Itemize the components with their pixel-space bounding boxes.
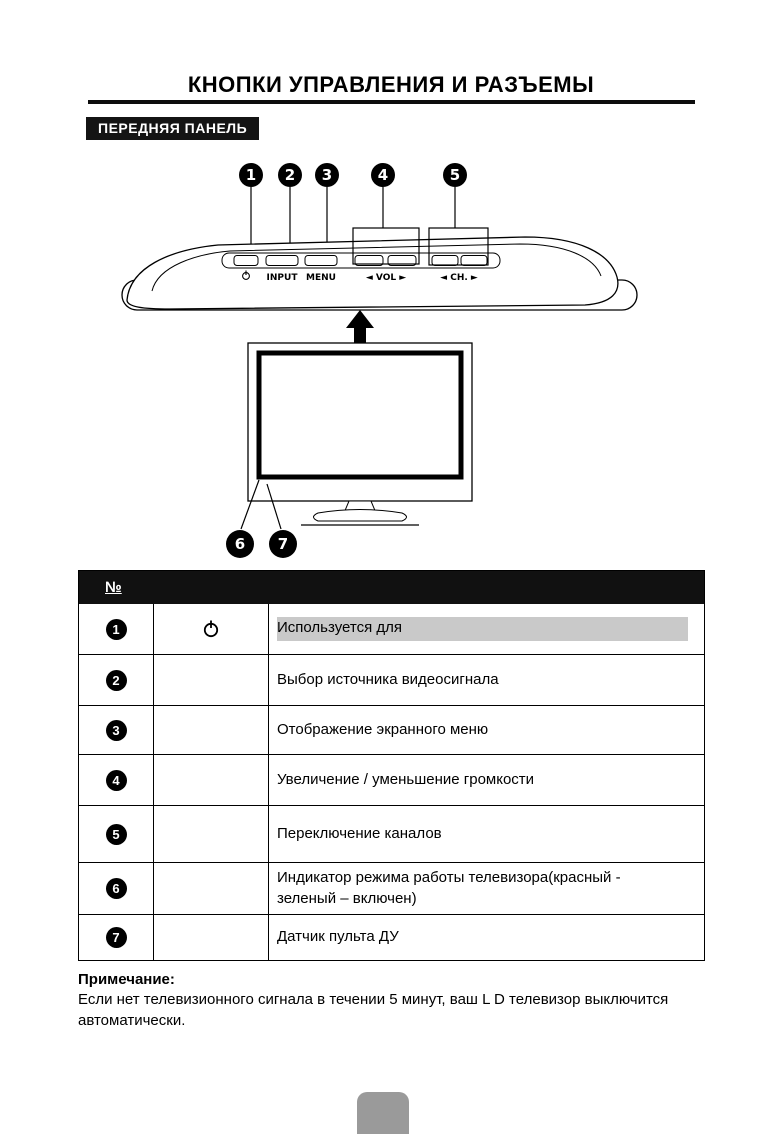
tv-front-illustration (248, 343, 472, 525)
title-underline (88, 100, 695, 104)
note-title: Примечание: (78, 971, 175, 988)
callout-5 (443, 163, 467, 187)
arrow-up-icon (346, 310, 374, 343)
table-row (79, 604, 704, 654)
row-description: Датчик пульта ДУ (277, 928, 399, 946)
page-title: КНОПКИ УПРАВЛЕНИЯ И РАЗЪЕМЫ (187, 72, 595, 97)
tv-screen (259, 353, 461, 477)
table-row (79, 705, 704, 754)
menu-label: MENU (306, 273, 336, 283)
vol-label: ◄ VOL ► (365, 273, 407, 283)
input-button (266, 256, 298, 266)
row-number-badge: 6 (106, 878, 127, 899)
callout-7-number: 7 (277, 535, 289, 553)
front-panel-diagram (0, 150, 782, 570)
row-description: Индикатор режима работы телевизора(красный - (277, 869, 621, 887)
table-row (79, 754, 704, 805)
ch-down-button (432, 256, 458, 266)
callout-4 (371, 163, 395, 187)
power-icon (200, 618, 222, 640)
callout-1-number: 1 (245, 166, 257, 184)
button-strip (222, 253, 500, 268)
power-button (234, 256, 258, 266)
page-number-tab (357, 1092, 409, 1134)
tv-stand-base (314, 510, 407, 522)
row-number-badge: 5 (106, 824, 127, 845)
row-description: Увеличение / уменьшение громкости (277, 770, 535, 788)
note-section (78, 970, 718, 1031)
menu-button (305, 256, 337, 266)
callout-6-number: 6 (234, 535, 246, 553)
row-number-badge: 4 (106, 770, 127, 791)
input-label: INPUT (266, 273, 298, 283)
row-number-badge: 2 (106, 670, 127, 691)
callout-6 (226, 530, 254, 558)
callout-2 (278, 163, 302, 187)
table-header (79, 571, 704, 604)
row-number-badge: 3 (106, 720, 127, 741)
row-number-badge: 1 (106, 619, 127, 640)
callout-7 (269, 530, 297, 558)
row-description: Используется для (277, 617, 688, 640)
table-row (79, 654, 704, 705)
callout-2-number: 2 (284, 166, 296, 184)
callout-5-number: 5 (449, 166, 461, 184)
ch-label: ◄ CH. ► (440, 273, 478, 283)
row-description: Переключение каналов (277, 824, 442, 842)
note-body: Если нет телевизионного сигнала в течении 5 минут, ваш L D телевизор выключится автоматически. (78, 991, 669, 1029)
section-badge-front-panel: ПЕРЕДНЯЯ ПАНЕЛЬ (86, 117, 259, 140)
row-description: Выбор источника видеосигнала (277, 670, 499, 688)
row-description-line2: зеленый – включен) (277, 889, 417, 907)
ch-up-button (461, 256, 487, 266)
callout-3-number: 3 (321, 166, 333, 184)
callout-3 (315, 163, 339, 187)
callout-1 (239, 163, 263, 187)
table-header-no: № (105, 579, 122, 596)
row-number-badge: 7 (106, 927, 127, 948)
callout-4-number: 4 (377, 166, 389, 184)
controls-table (78, 570, 705, 961)
table-row (79, 805, 704, 862)
table-row (79, 862, 704, 914)
table-row (79, 914, 704, 960)
row-description: Отображение экранного меню (277, 720, 489, 738)
